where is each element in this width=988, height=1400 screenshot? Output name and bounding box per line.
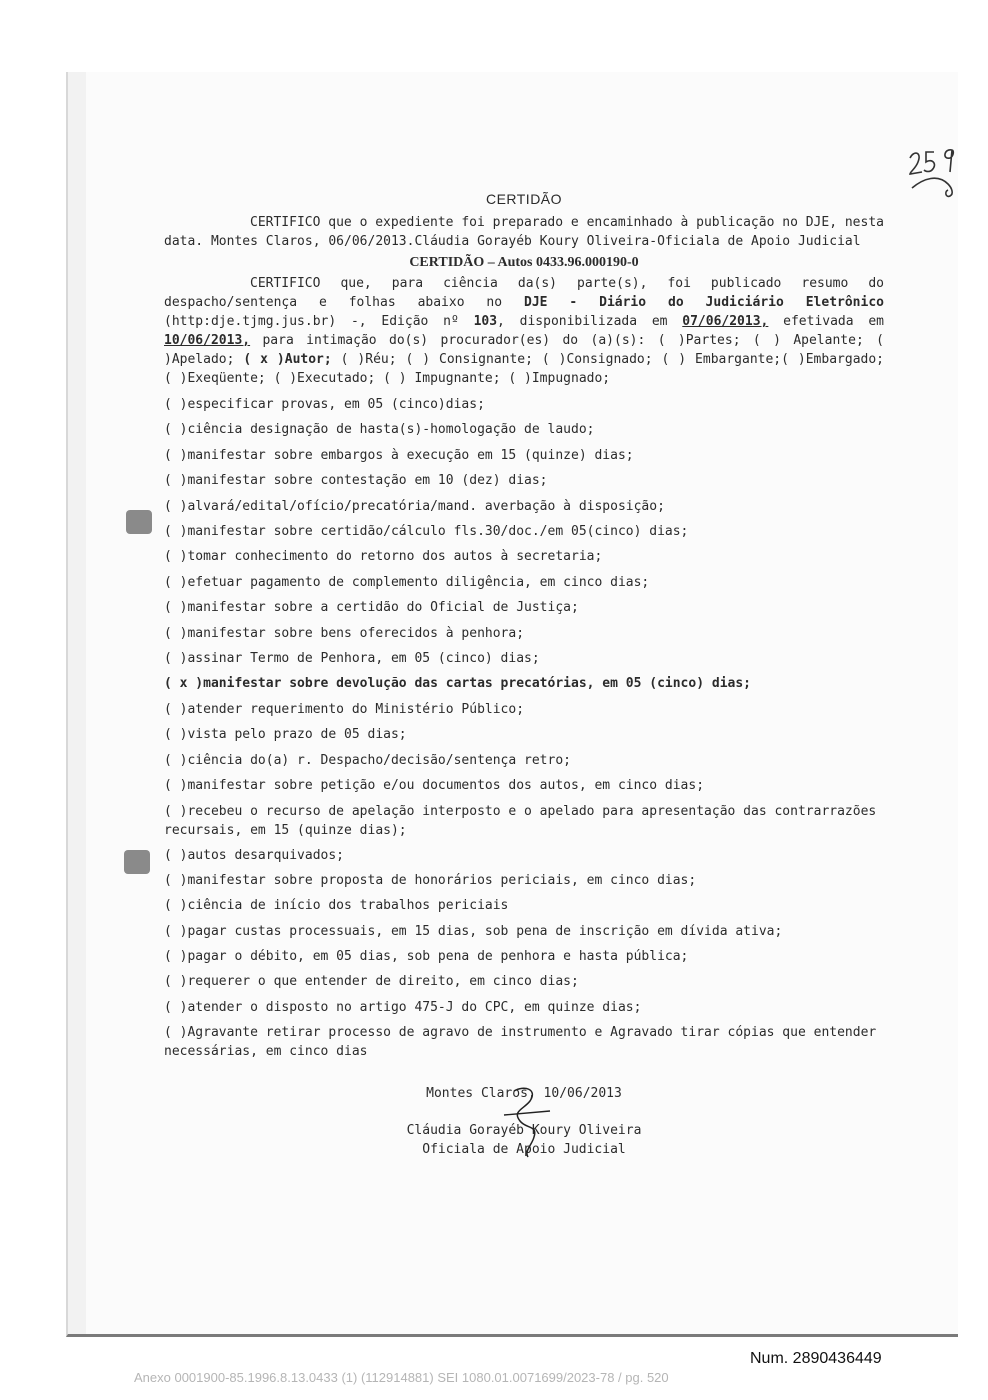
list-item: ( )atender o disposto no artigo 475-J do CPC, em quinze dias; bbox=[164, 999, 642, 1015]
list-item: ( )efetuar pagamento de complemento diligência, em cinco dias; bbox=[164, 574, 650, 590]
handwritten-signature bbox=[494, 1081, 564, 1161]
list-item: ( )assinar Termo de Penhora, em 05 (cinco) dias; bbox=[164, 651, 540, 667]
list-item: ( )manifestar sobre petição e/ou documentos dos autos, em cinco dias; bbox=[164, 778, 705, 794]
list-item: ( )manifestar sobre embargos à execução em 15 (quinze) dias; bbox=[164, 447, 634, 463]
list-item: ( )manifestar sobre certidão/cálculo fls.30/doc./em 05(cinco) dias; bbox=[164, 524, 689, 540]
paper-sheet bbox=[86, 72, 958, 1334]
autos-title: CERTIDÃO – Autos 0433.96.000190-0 bbox=[409, 255, 639, 270]
document-title: CERTIDÃO bbox=[485, 191, 563, 207]
list-item: ( )alvará/edital/ofício/precatória/mand. averbação à disposição; bbox=[164, 498, 665, 514]
list-item: ( )ciência do(a) r. Despacho/decisão/sentença retro; bbox=[164, 752, 571, 768]
list-item: ( )autos desarquivados; bbox=[164, 847, 345, 863]
certificate-content bbox=[164, 190, 884, 1159]
list-item: ( )ciência de início dos trabalhos periciais bbox=[164, 898, 509, 914]
scanned-page bbox=[66, 72, 958, 1337]
list-item: ( )manifestar sobre contestação em 10 (dez) dias; bbox=[164, 473, 548, 489]
first-certificate: CERTIFICO que o expediente foi preparado e encaminhado à publicação no DJE, nesta data. Montes Claros, 06/06/2013.Cláudia Gorayéb Koury Oliveira-Oficiala de Apoio Judicial bbox=[164, 215, 884, 249]
list-item: ( )pagar custas processuais, em 15 dias, sob pena de inscrição em dívida ativa; bbox=[164, 923, 783, 939]
list-item: ( )manifestar sobre proposta de honorários periciais, em cinco dias; bbox=[164, 872, 697, 888]
signer-role: Oficiala de Apoio Judicial bbox=[422, 1141, 626, 1157]
edition-number: 103 bbox=[473, 314, 498, 329]
punch-hole bbox=[126, 510, 152, 534]
list-item: ( )especificar provas, em 05 (cinco)dias; bbox=[164, 397, 485, 412]
dje-name: DJE - Diário do Judiciário Eletrônico bbox=[524, 295, 884, 310]
punch-hole bbox=[124, 850, 150, 874]
list-item-checked: ( x )manifestar sobre devolução das cartas precatórias, em 05 (cinco) dias; bbox=[164, 676, 751, 692]
second-certificate: CERTIFICO que, para ciência da(s) parte(s), foi publicado resumo do despacho/sentença e folhas abaixo no DJE - Diário do Judiciário Eletrônico (http:dje.tjmg.jus.br) -, Edição nº 103, disponibilizada em 07/06/2013, efetivada em 10/06/2013, para intimação do(s) procurador(es) do (a)(s): ( )Partes; ( ) Apelante; ( )Apelado; ( x )Autor; ( )Réu; ( ) Consignante; ( )Consignado; ( ) Embargante;( )Embargado; ( )Exeqüente; ( )Executado; ( ) Impugnante; ( )Impugnado; bbox=[164, 276, 885, 386]
date-available: 07/06/2013, bbox=[682, 314, 769, 329]
list-item: ( )requerer o que entender de direito, em cinco dias; bbox=[164, 974, 579, 990]
handwritten-page-number bbox=[904, 138, 964, 208]
list-item: ( )pagar o débito, em 05 dias, sob pena de penhora e hasta pública; bbox=[164, 948, 689, 964]
list-item: ( )atender requerimento do Ministério Público; bbox=[164, 701, 525, 717]
date-effective: 10/06/2013, bbox=[164, 333, 251, 348]
options-list bbox=[164, 392, 884, 1064]
signer-name: Cláudia Gorayéb Koury Oliveira bbox=[406, 1122, 642, 1138]
list-item: ( )recebeu o recurso de apelação interposto e o apelado para apresentação das contrarrazões recursais, em 15 (quinze dias); bbox=[164, 803, 877, 838]
signature-block bbox=[164, 1121, 884, 1159]
list-item: ( )vista pelo prazo de 05 dias; bbox=[164, 727, 407, 743]
list-item: ( )manifestar sobre a certidão do Oficial de Justiça; bbox=[164, 600, 579, 616]
footer-reference: Anexo 0001900-85.1996.8.13.0433 (1) (112914881) SEI 1080.01.0071699/2023-78 / pg. 520 bbox=[134, 1370, 669, 1385]
document-number: Num. 2890436449 bbox=[750, 1350, 882, 1367]
place-date: Montes Claros, 10/06/2013 bbox=[426, 1085, 622, 1101]
list-item: ( )manifestar sobre bens oferecidos à penhora; bbox=[164, 625, 525, 641]
list-item: ( )tomar conhecimento do retorno dos autos à secretaria; bbox=[164, 549, 603, 565]
list-item: ( )Agravante retirar processo de agravo de instrumento e Agravado tirar cópias que entender necessárias, em cinco dias bbox=[164, 1024, 877, 1059]
list-item: ( )ciência designação de hasta(s)-homologação de laudo; bbox=[164, 422, 595, 438]
autor-checked: ( x )Autor; bbox=[243, 352, 332, 367]
